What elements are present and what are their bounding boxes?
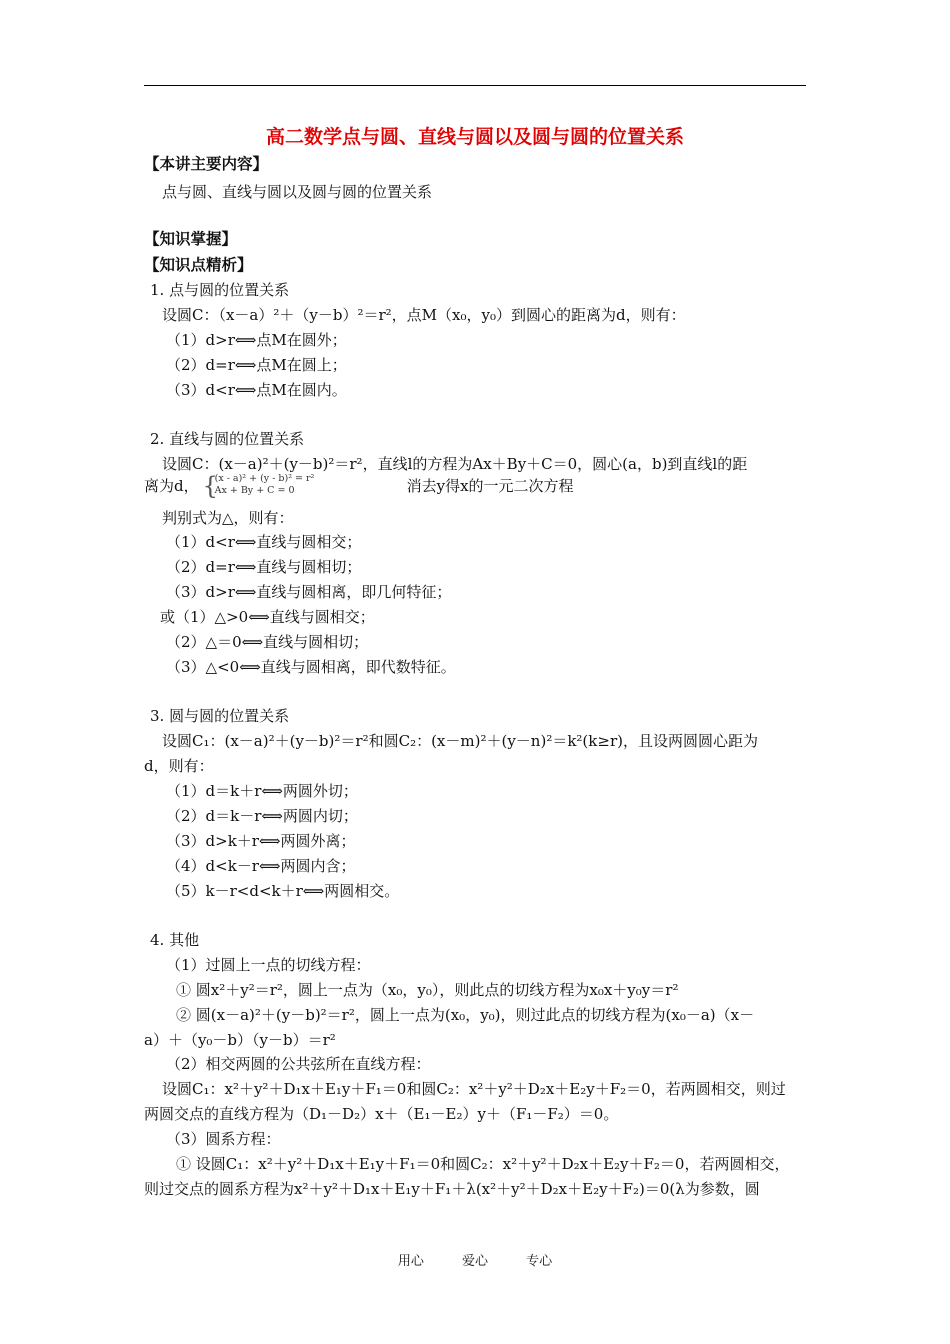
section-3-intro-line2: d，则有： [144, 757, 214, 775]
section-3-item: （3）d>k＋r⟺两圆外离； [166, 832, 356, 850]
section-4-p1-b-line1: ② 圆(x－a)²＋(y－b)²＝r²，圆上一点为(x₀，y₀)，则过此点的切线方程为(x₀－a)（x－ [176, 1006, 755, 1024]
section-2-intro-line2 [144, 473, 574, 501]
section-3-title: 3. 圆与圆的位置关系 [150, 707, 290, 725]
equation-system [203, 473, 403, 501]
section-1-item: （1）d>r⟺点M在圆外； [166, 331, 347, 349]
section-4-p2-a-line1: 设圆C₁：x²＋y²＋D₁x＋E₁y＋F₁＝0和圆C₂：x²＋y²＋D₂x＋E₂y＋F₂＝0，若两圆相交，则过 [162, 1080, 786, 1098]
section-2-intro-suffix: 消去y得x的一元二次方程 [406, 477, 574, 495]
section-2-title: 2. 直线与圆的位置关系 [150, 430, 305, 448]
section-4-p2-title: （2）相交两圆的公共弦所在直线方程： [166, 1055, 431, 1073]
header-rule [144, 85, 806, 86]
section-3-item: （4）d<k－r⟺两圆内含； [166, 857, 356, 875]
analysis-heading: 【知识点精析】 [144, 256, 253, 274]
section-2-item: （1）d<r⟺直线与圆相交； [166, 533, 362, 551]
page-title: 高二数学点与圆、直线与圆以及圆与圆的位置关系 [265, 126, 684, 148]
footer-text: 爱心 [461, 1254, 488, 1269]
section-2-item: （3）d>r⟺直线与圆相离，即几何特征； [166, 583, 452, 601]
section-3-intro-line1: 设圆C₁：(x－a)²＋(y－b)²＝r²和圆C₂：(x－m)²＋(y－n)²＝k²(k≥r)，且设两圆圆心距为 [162, 732, 758, 750]
section-2-discriminant: 判别式为△，则有： [162, 509, 294, 527]
content-text: 点与圆、直线与圆以及圆与圆的位置关系 [162, 183, 433, 201]
section-4-p3-a-line2: 则过交点的圆系方程为x²＋y²＋D₁x＋E₁y＋F₁＋λ(x²＋y²＋D₂x＋E₂y＋F₂)＝0(λ为参数，圆 [144, 1180, 760, 1198]
section-1-intro: 设圆C：（x－a）²＋（y－b）²＝r²，点M（x₀，y₀）到圆心的距离为d，则有： [162, 306, 686, 324]
section-4-p1-b-line2: a）＋（y₀－b）（y－b）＝r² [144, 1031, 336, 1049]
section-4-p2-a-line2: 两圆交点的直线方程为（D₁－D₂）x＋（E₁－E₂）y＋（F₁－F₂）＝0。 [144, 1105, 619, 1123]
left-brace-icon: { [202, 472, 218, 500]
knowledge-heading: 【知识掌握】 [144, 230, 238, 248]
section-1-item: （2）d=r⟺点M在圆上； [166, 356, 347, 374]
content-heading: 【本讲主要内容】 [144, 155, 269, 173]
footer-text: 专心 [526, 1254, 553, 1269]
section-1-title: 1. 点与圆的位置关系 [150, 281, 290, 299]
section-4-title: 4. 其他 [150, 931, 200, 949]
section-4-p3-a-line1: ① 设圆C₁：x²＋y²＋D₁x＋E₁y＋F₁＝0和圆C₂：x²＋y²＋D₂x＋E₂y＋F₂＝0，若两圆相交， [176, 1155, 790, 1173]
section-2-item: （3）△<0⟺直线与圆相离，即代数特征。 [166, 658, 456, 676]
equation-row-circle: (x - a)² + (y - b)² = r² [214, 473, 315, 484]
section-1-item: （3）d<r⟺点M在圆内。 [166, 381, 347, 399]
section-3-item: （2）d＝k－r⟺两圆内切； [166, 807, 358, 825]
section-2-item: （2）△＝0⟺直线与圆相切； [166, 633, 369, 651]
section-4-p1-a: ① 圆x²＋y²＝r²，圆上一点为（x₀，y₀），则此点的切线方程为x₀x＋y₀y＝r² [176, 981, 679, 999]
section-3-item: （5）k－r<d<k＋r⟺两圆相交。 [166, 882, 400, 900]
footer-text: 用心 [397, 1254, 424, 1269]
page-footer [0, 1250, 950, 1269]
equation-row-line: Ax + By + C = 0 [214, 485, 295, 496]
section-2-item: 或（1）△>0⟺直线与圆相交； [160, 608, 375, 626]
section-3-item: （1）d＝k＋r⟺两圆外切； [166, 782, 358, 800]
section-2-intro-prefix: 离为d， [144, 477, 199, 495]
section-2-intro-line1: 设圆C：(x－a)²＋(y－b)²＝r²，直线l的方程为Ax＋By＋C＝0，圆心(a，b)到直线l的距 [162, 455, 748, 473]
section-4-p3-title: （3）圆系方程： [166, 1130, 281, 1148]
section-4-p1-title: （1）过圆上一点的切线方程： [166, 956, 371, 974]
section-2-item: （2）d=r⟺直线与圆相切； [166, 558, 362, 576]
